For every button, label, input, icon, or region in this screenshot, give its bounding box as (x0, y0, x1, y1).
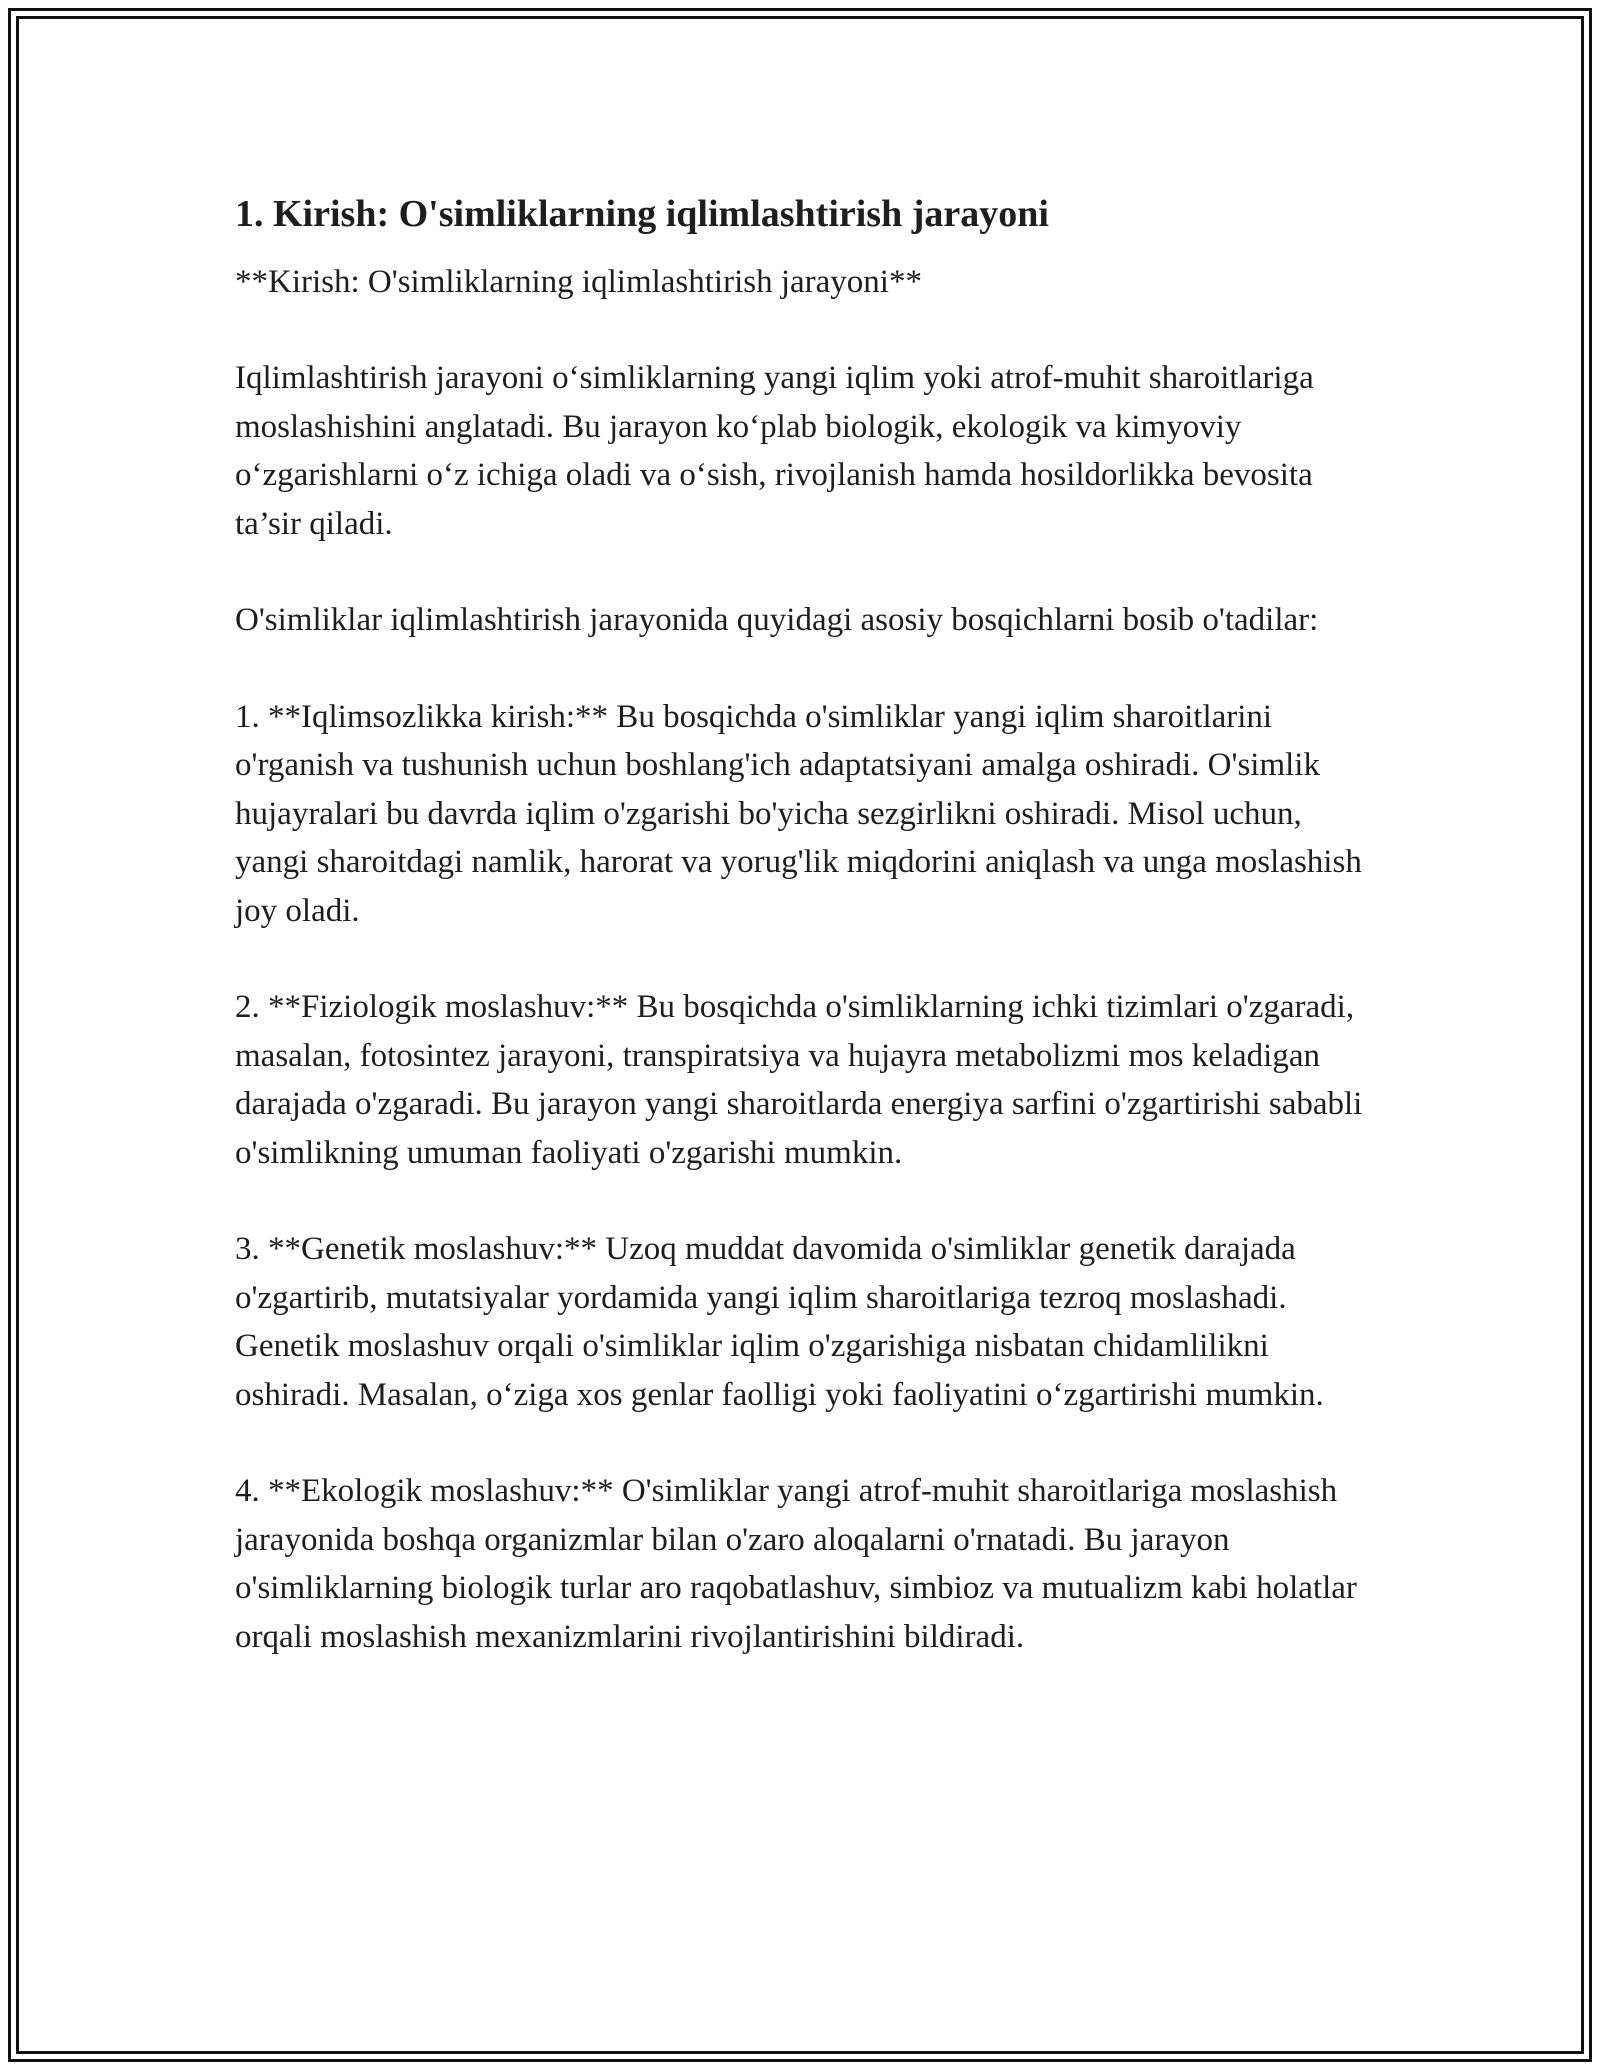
stage-2-paragraph: 2. **Fiziologik moslashuv:** Bu bosqichda o'simliklarning ichki tizimlari o'zgaradi, masalan, fotosintez jarayoni, transpiratsiya va hujayra metabolizmi mos keladigan darajada o'zgaradi. Bu jarayon yangi sharoitlarda energiya sarfini o'zgartirishi sababli o'simlikning umuman faoliyati o'zgarishi mumkin. (235, 989, 1363, 1171)
document-page (235, 180, 1370, 1661)
stages-intro-paragraph: O'simliklar iqlimlashtirish jarayonida quyidagi asosiy bosqichlarni bosib o'tadilar: (235, 602, 1319, 638)
document-title: 1. Kirish: O'simliklarning iqlimlashtirish jarayoni (235, 193, 1049, 235)
intro-paragraph: Iqlimlashtirish jarayoni o‘simliklarning yangi iqlim yoki atrof-muhit sharoitlariga moslashishini anglatadi. Bu jarayon ko‘plab biologik, ekologik va kimyoviy o‘zgarishlarni o‘z ichiga oladi va o‘sish, rivojlanish hamda hosildorlikka bevosita ta’sir qiladi. (235, 360, 1314, 542)
document-subtitle: **Kirish: O'simliklarning iqlimlashtirish jarayoni** (235, 264, 922, 300)
stage-1-paragraph: 1. **Iqlimsozlikka kirish:** Bu bosqichda o'simliklar yangi iqlim sharoitlarini o'rganish va tushunish uchun boshlang'ich adaptatsiyani amalga oshiradi. O'simlik hujayralari bu davrda iqlim o'zgarishi bo'yicha sezgirlikni oshiradi. Misol uchun, yangi sharoitdagi namlik, harorat va yorug'lik miqdorini aniqlash va unga moslashish joy oladi. (235, 698, 1362, 929)
stage-3-paragraph: 3. **Genetik moslashuv:** Uzoq muddat davomida o'simliklar genetik darajada o'zgartirib, mutatsiyalar yordamida yangi iqlim sharoitlariga tezroq moslashadi. Genetik moslashuv orqali o'simliklar iqlim o'zgarishiga nisbatan chidamlilikni oshiradi. Masalan, o‘ziga xos genlar faolligi yoki faoliyatini o‘zgartirishi mumkin. (235, 1231, 1324, 1413)
stage-4-paragraph: 4. **Ekologik moslashuv:** O'simliklar yangi atrof-muhit sharoitlariga moslashish jarayonida boshqa organizmlar bilan o'zaro aloqalarni o'rnatadi. Bu jarayon o'simliklarning biologik turlar aro raqobatlashuv, simbioz va mutualizm kabi holatlar orqali moslashish mexanizmlarini rivojlantirishini bildiradi. (235, 1473, 1357, 1655)
